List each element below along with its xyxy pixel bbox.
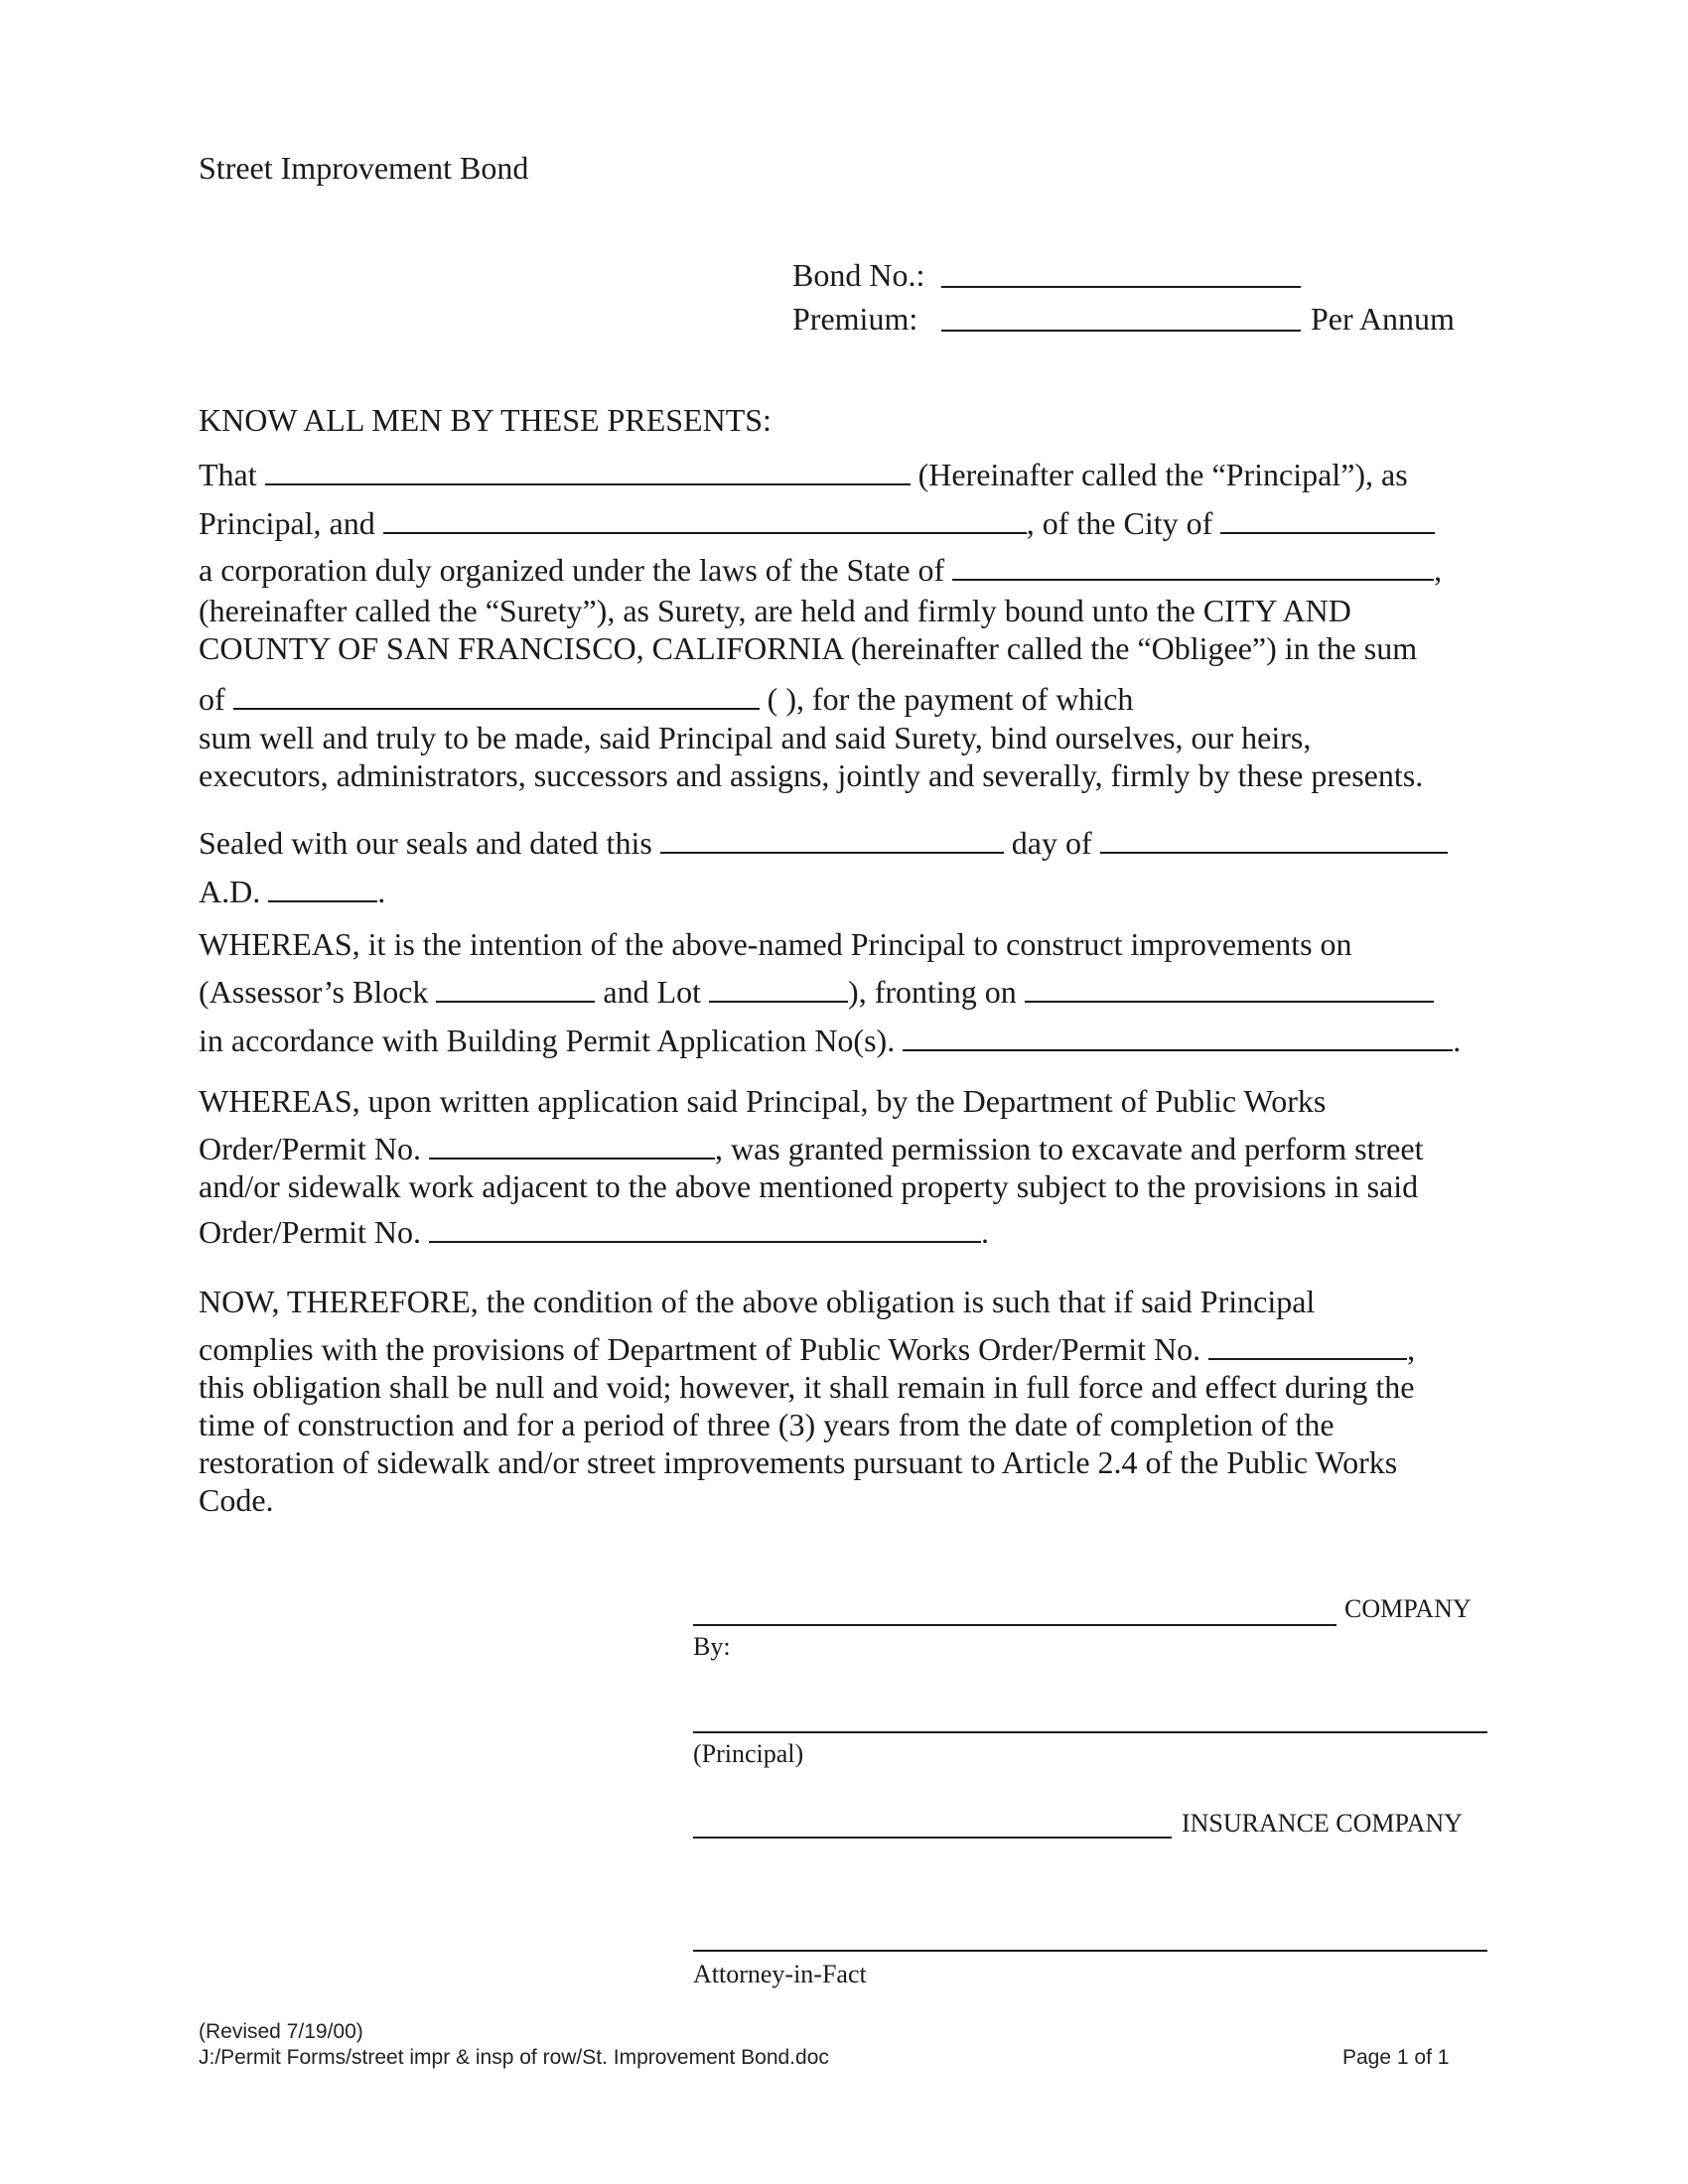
principal-and-line — [199, 504, 1435, 542]
day-of-label: day of — [1011, 825, 1092, 861]
permit-period: . — [1453, 1023, 1462, 1058]
principal-name-field[interactable] — [265, 458, 911, 485]
sum-of-line — [199, 680, 1133, 718]
attorney-label: Attorney-in-Fact — [693, 1960, 867, 1988]
dpw-comma: , — [1407, 1331, 1416, 1367]
state-comma: , — [1434, 552, 1443, 588]
per-annum-label: Per Annum — [1311, 301, 1455, 337]
principal-label: (Principal) — [693, 1739, 804, 1768]
building-permit-text: in accordance with Building Permit Application No(s). — [199, 1023, 896, 1058]
principal-called-text: (Hereinafter called the “Principal”), as — [917, 457, 1408, 492]
intro-heading: KNOW ALL MEN BY THESE PRESENTS: — [199, 402, 772, 438]
attorney-signature-line[interactable] — [693, 1950, 1487, 1952]
order-permit-period: . — [980, 1214, 989, 1250]
company-signature-line[interactable] — [693, 1624, 1336, 1626]
whereas2-line1: WHEREAS, upon written application said Principal, by the Department of Public Works — [199, 1083, 1327, 1119]
ad-line — [199, 873, 385, 910]
order-permit-label: Order/Permit No. — [199, 1131, 421, 1166]
now-therefore-line1: NOW, THEREFORE, the condition of the above obligation is such that if said Principal — [199, 1284, 1316, 1319]
executors-line: executors, administrators, successors and assigns, jointly and severally, firmly by these presents. — [199, 757, 1424, 793]
principal-signature-line[interactable] — [693, 1731, 1487, 1733]
whereas1-line1: WHEREAS, it is the intention of the above-named Principal to construct improvements on — [199, 926, 1352, 962]
by-label: By: — [693, 1632, 731, 1661]
bond-no-label: Bond No.: — [792, 257, 925, 293]
lot-field[interactable] — [709, 975, 848, 1003]
complies-text: complies with the provisions of Department of Public Works Order/Permit No. — [199, 1331, 1201, 1367]
month-field[interactable] — [1100, 826, 1448, 854]
now-therefore-line4: time of construction and for a period of three (3) years from the date of completion of the — [199, 1407, 1335, 1442]
premium-field[interactable] — [941, 304, 1301, 332]
sealed-line — [199, 824, 1448, 862]
state-field[interactable] — [952, 553, 1434, 581]
day-field[interactable] — [660, 826, 1004, 854]
city-field[interactable] — [1220, 506, 1435, 534]
now-therefore-line3: this obligation shall be null and void; however, it shall remain in full force and effect during the — [199, 1369, 1415, 1405]
principal-and-label: Principal, and — [199, 505, 375, 541]
year-field[interactable] — [268, 875, 377, 902]
building-permit-field[interactable] — [903, 1024, 1453, 1051]
sum-amount-field[interactable] — [233, 682, 760, 710]
order-permit-line-2 — [199, 1213, 989, 1251]
granted-text: , was granted permission to excavate and perform street — [714, 1131, 1424, 1166]
company-label: COMPANY — [1344, 1594, 1472, 1623]
sealed-text: Sealed with our seals and dated this — [199, 825, 652, 861]
order-permit-label-2: Order/Permit No. — [199, 1214, 421, 1250]
block-label: (Assessor’s Block — [199, 974, 429, 1010]
ad-label: A.D. — [199, 874, 261, 909]
payment-text: ( ), for the payment of which — [767, 681, 1134, 717]
state-text: a corporation duly organized under the laws of the State of — [199, 552, 945, 588]
surety-line: (hereinafter called the “Surety”), as Surety, are held and firmly bound unto the CITY AND — [199, 593, 1351, 628]
building-permit-line — [199, 1022, 1461, 1059]
document-title: Street Improvement Bond — [199, 150, 529, 186]
that-label: That — [199, 457, 257, 492]
that-line — [199, 456, 1408, 493]
of-city-label: , of the City of — [1026, 505, 1213, 541]
bond-no-field[interactable] — [941, 260, 1301, 288]
page-number: Page 1 of 1 — [1342, 2046, 1450, 2069]
fronting-label: ), fronting on — [848, 974, 1017, 1010]
state-line — [199, 551, 1442, 589]
block-field[interactable] — [436, 975, 595, 1003]
county-line: COUNTY OF SAN FRANCISCO, CALIFORNIA (hereinafter called the “Obligee”) in the sum — [199, 630, 1418, 666]
insurance-company-label: INSURANCE COMPANY — [1182, 1809, 1463, 1838]
file-path: J:/Permit Forms/street impr & insp of row/St. Improvement Bond.doc — [199, 2046, 829, 2069]
premium-label: Premium: — [792, 301, 918, 337]
order-permit-field[interactable] — [429, 1132, 715, 1160]
fronting-field[interactable] — [1025, 975, 1434, 1003]
dpw-permit-field[interactable] — [1208, 1332, 1407, 1360]
assessor-line — [199, 973, 1434, 1011]
of-label: of — [199, 681, 225, 717]
sidewalk-line: and/or sidewalk work adjacent to the above mentioned property subject to the provisions in said — [199, 1168, 1419, 1204]
surety-name-field[interactable] — [383, 506, 1027, 534]
order-permit-line — [199, 1130, 1423, 1167]
ad-period: . — [377, 874, 386, 909]
insurance-signature-line[interactable] — [693, 1837, 1172, 1839]
now-therefore-line6: Code. — [199, 1482, 274, 1518]
order-permit-field-2[interactable] — [429, 1215, 981, 1243]
and-lot-label: and Lot — [603, 974, 702, 1010]
now-therefore-line5: restoration of sidewalk and/or street improvements pursuant to Article 2.4 of the Public Works — [199, 1444, 1398, 1480]
revised-note: (Revised 7/19/00) — [199, 2020, 363, 2043]
now-therefore-line2 — [199, 1330, 1415, 1368]
sum-line: sum well and truly to be made, said Principal and said Surety, bind ourselves, our heirs, — [199, 720, 1312, 755]
